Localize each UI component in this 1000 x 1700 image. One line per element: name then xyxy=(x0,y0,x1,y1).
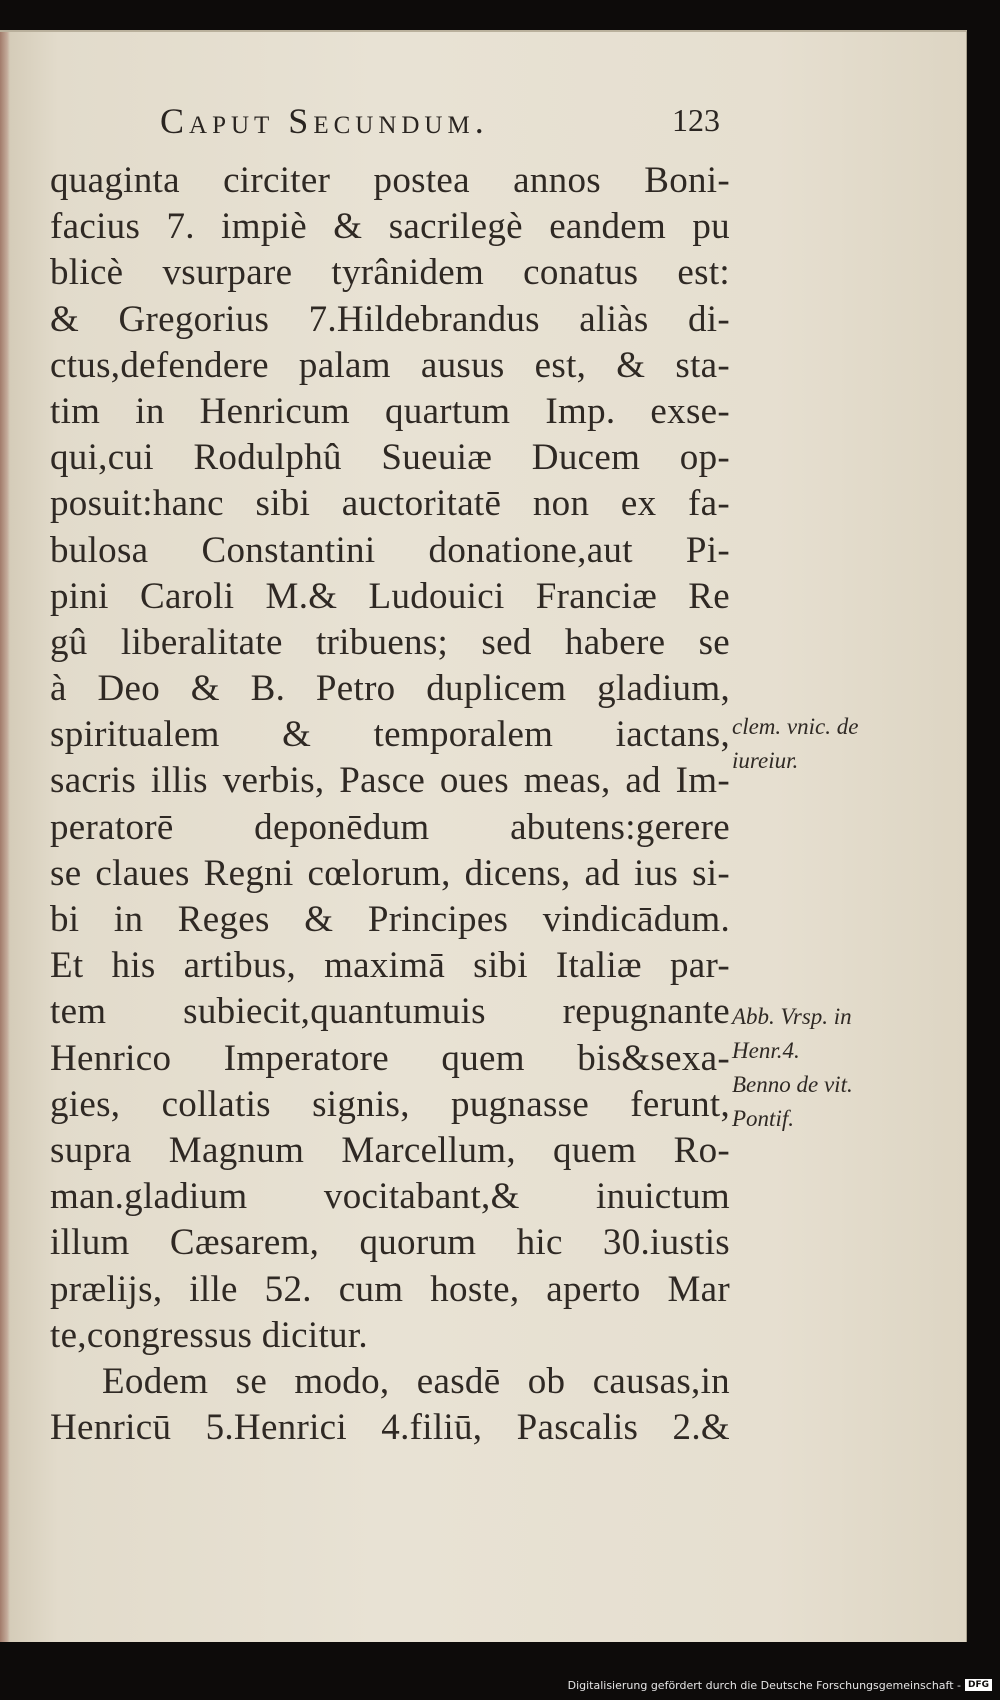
text-line: à Deo & B. Petro duplicem gladium, xyxy=(50,668,730,710)
text-line: supra Magnum Marcellum, quem Ro- xyxy=(50,1129,730,1171)
margin-note-line: clem. vnic. de xyxy=(732,714,859,739)
text-line: quaginta circiter postea annos Boni- xyxy=(50,160,730,201)
page-header xyxy=(160,100,720,150)
margin-note-line: Abb. Vrsp. in xyxy=(732,1004,852,1029)
body-text xyxy=(50,158,730,1451)
text-line: posuit:hanc sibi auctoritatē non ex fa- xyxy=(50,483,730,525)
text-line: Henrico Imperatore quem bis&sexa- xyxy=(50,1037,730,1079)
margin-note-line: Pontif. xyxy=(732,1106,794,1131)
text-line: blicè vsurpare tyrânidem conatus est: xyxy=(50,252,730,294)
text-line: qui,cui Rodulphû Sueuiæ Ducem op- xyxy=(50,437,730,479)
book-page xyxy=(0,30,967,1642)
text-line: ctus,defendere palam ausus est, & sta- xyxy=(50,344,730,386)
text-line: bi in Reges & Principes vindicādum. xyxy=(50,899,730,940)
text-line: sacris illis verbis, Pasce oues meas, ad Im- xyxy=(50,760,730,802)
text-line: prælijs, ille 52. cum hoste, aperto Mar xyxy=(50,1268,730,1310)
margin-note-line: Benno de vit. xyxy=(732,1072,853,1097)
text-line: tim in Henricum quartum Imp. exse- xyxy=(50,390,730,432)
text-line: man.gladium vocitabant,& inuictum xyxy=(50,1176,730,1218)
text-line: peratorē deponēdum abutens:gerere xyxy=(50,806,730,848)
dfg-logo: DFG xyxy=(965,1679,992,1691)
text-line: pini Caroli M.& Ludouici Franciæ Re xyxy=(50,575,730,617)
text-line: se claues Regni cœlorum, dicens, ad ius si- xyxy=(50,852,730,894)
text-line: illum Cæsarem, quorum hic 30.iustis xyxy=(50,1222,730,1264)
text-line: & Gregorius 7.Hildebrandus aliàs di- xyxy=(50,298,730,340)
credit-text: Digitalisierung gefördert durch die Deutsche Forschungsgemeinschaft - xyxy=(567,1678,961,1692)
digitization-credit xyxy=(568,1676,992,1694)
page-number: 123 xyxy=(672,102,720,138)
text-line: te,congressus dicitur. xyxy=(50,1314,368,1356)
margin-note xyxy=(732,1000,853,1136)
margin-note xyxy=(732,710,858,778)
text-line: facius 7. impiè & sacrilegè eandem pu xyxy=(50,206,730,248)
margin-note-line: Henr.4. xyxy=(732,1038,800,1063)
text-line: spiritualem & temporalem iactans, xyxy=(50,714,730,756)
text-line: gies, collatis signis, pugnasse ferunt, xyxy=(50,1083,730,1125)
text-line: Henricū 5.Henrici 4.filiū, Pascalis 2.& xyxy=(50,1407,730,1449)
text-line: bulosa Constantini donatione,aut Pi- xyxy=(50,529,730,571)
text-line: Et his artibus, maximā sibi Italiæ par- xyxy=(50,945,730,987)
running-title: Caput Secundum. xyxy=(160,101,489,141)
text-line: Eodem se modo, easdē ob causas,in xyxy=(102,1360,730,1402)
text-line: tem subiecit,quantumuis repugnante xyxy=(50,991,730,1033)
text-line: gû liberalitate tribuens; sed habere se xyxy=(50,621,730,663)
margin-note-line: iureiur. xyxy=(732,748,799,773)
